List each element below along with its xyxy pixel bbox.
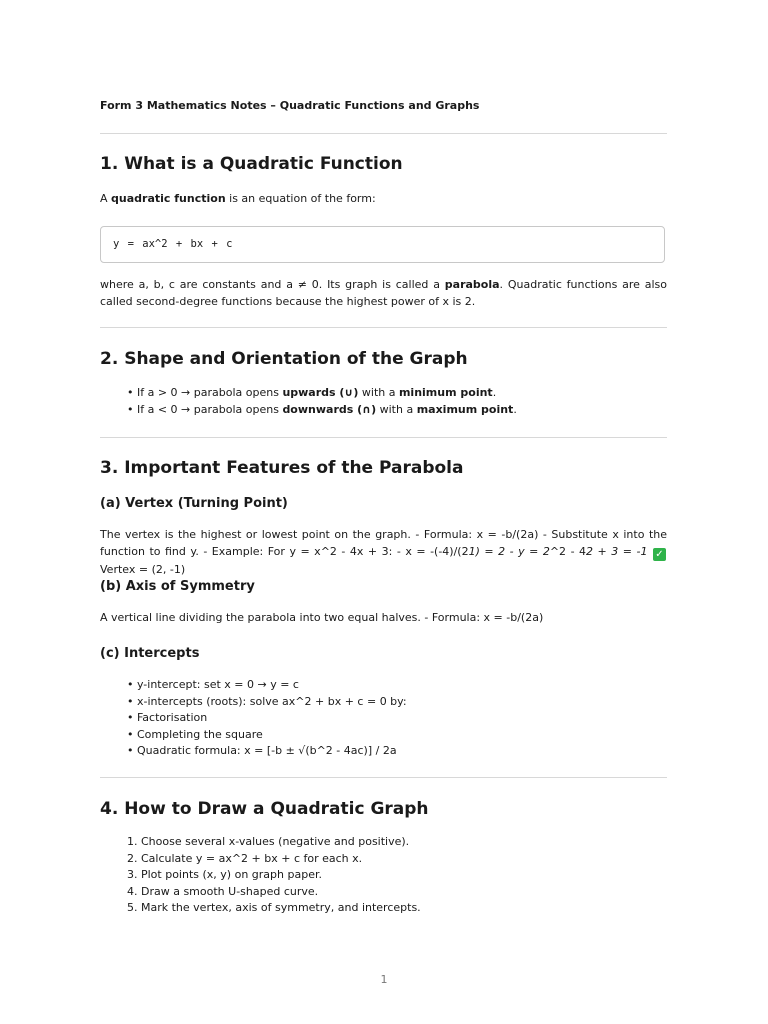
- quadratic-formula-code-block: y = ax^2 + bx + c: [100, 226, 665, 263]
- drawing-steps-list: [127, 834, 421, 917]
- section-3-heading: 3. Important Features of the Parabola: [100, 458, 464, 478]
- list-item: • y-intercept: set x = 0 → y = c: [127, 678, 299, 691]
- list-item: • If a > 0 → parabola opens upwards (∪) with a minimum point.: [127, 386, 497, 399]
- list-item: • Quadratic formula: x = [-b ± √(b^2 - 4ac)] / 2a: [127, 744, 397, 757]
- section-1-description: where a, b, c are constants and a ≠ 0. Its graph is called a parabola. Quadratic functions are also called second-degree functions because the highest power of x is 2.: [100, 278, 668, 308]
- section-4-heading: 4. How to Draw a Quadratic Graph: [100, 799, 429, 819]
- intercepts-subheading: (c) Intercepts: [100, 646, 200, 661]
- list-item: 2. Calculate y = ax^2 + bx + c for each x.: [127, 851, 363, 865]
- divider: [100, 777, 667, 778]
- list-item: • Factorisation: [127, 711, 208, 724]
- page-number: 1: [380, 973, 388, 986]
- intercepts-list: [127, 677, 407, 760]
- checkmark-icon: ✓: [653, 548, 666, 561]
- list-item: 1. Choose several x-values (negative and positive).: [127, 835, 410, 848]
- list-item: 4. Draw a smooth U-shaped curve.: [127, 884, 319, 898]
- axis-of-symmetry-subheading: (b) Axis of Symmetry: [100, 579, 255, 594]
- section-1-heading: 1. What is a Quadratic Function: [100, 154, 403, 174]
- orientation-list: [127, 385, 517, 418]
- section-2-heading: 2. Shape and Orientation of the Graph: [100, 349, 468, 369]
- list-item: 3. Plot points (x, y) on graph paper.: [127, 868, 322, 881]
- list-item: 5. Mark the vertex, axis of symmetry, and intercepts.: [127, 901, 421, 914]
- list-item: • If a < 0 → parabola opens downwards (∩) with a maximum point.: [127, 402, 517, 416]
- axis-of-symmetry-text: A vertical line dividing the parabola into two equal halves. - Formula: x = -b/(2a): [100, 611, 544, 624]
- divider: [100, 327, 667, 328]
- list-item: • x-intercepts (roots): solve ax^2 + bx + c = 0 by:: [127, 694, 407, 708]
- document-title: Form 3 Mathematics Notes – Quadratic Functions and Graphs: [100, 99, 480, 112]
- vertex-text: The vertex is the highest or lowest point on the graph. - Formula: x = -b/(2a) - Substitute x into the function to find y. - Example: For y = x^2 - 4x + 3: - x = -(-4)/(21) = 2 - y = 2^2 - 42 + 3 = -1 ✓Vertex = (2, -1): [100, 528, 667, 576]
- vertex-subheading: (a) Vertex (Turning Point): [100, 496, 288, 511]
- section-1-intro: A quadratic function is an equation of the form:: [100, 192, 376, 205]
- list-item: • Completing the square: [127, 727, 263, 741]
- divider: [100, 437, 667, 438]
- divider: [100, 133, 667, 134]
